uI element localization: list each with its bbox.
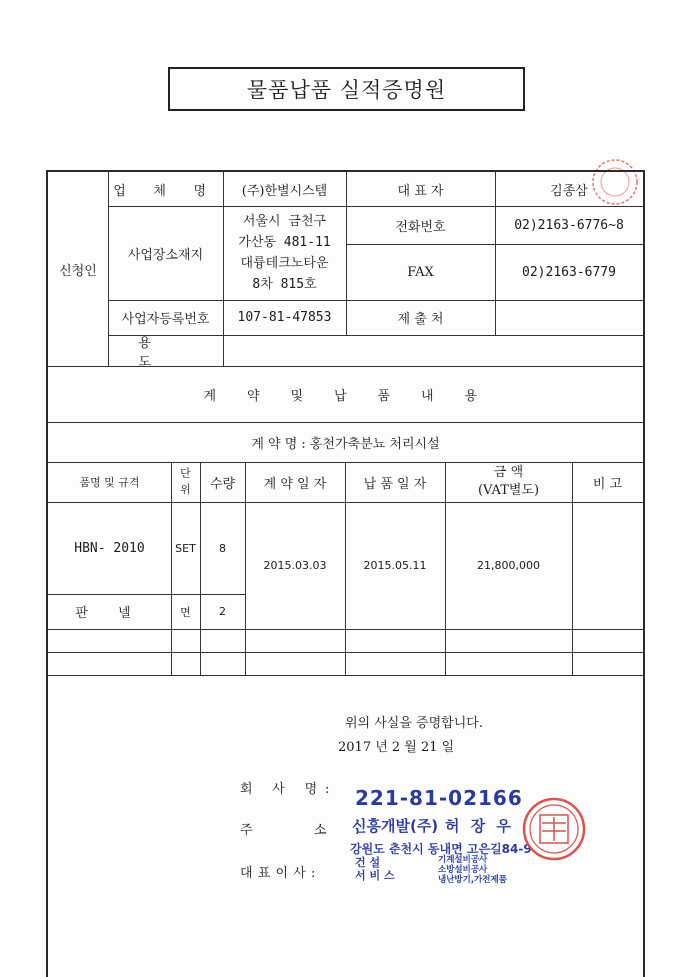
certification-statement: 위의 사실을 증명합니다. [345, 716, 483, 731]
company-name-label: 회 사 명: [240, 782, 338, 797]
stamp-biz-right [438, 855, 523, 885]
row-item: HBN- 2010 [74, 540, 145, 556]
phone-label: 전화번호 [395, 219, 446, 235]
delivery-date-value: 2015.05.11 [363, 559, 427, 572]
row-unit: 면 [180, 605, 191, 619]
row-qty: 8 [219, 541, 226, 555]
address-line: 8차 815호 [252, 277, 317, 292]
regno-label: 사업자등록번호 [121, 312, 210, 327]
row-item: 판 넬 [75, 606, 144, 621]
header-amount-line: 금 액 [493, 465, 524, 480]
row-unit: SET [175, 541, 196, 555]
header-contract-date: 계 약 일 자 [263, 476, 327, 492]
stamp-ceo: 허 장 우 [445, 817, 514, 835]
header-delivery-date: 납 품 일 자 [363, 476, 427, 492]
amount-value: 21,800,000 [477, 559, 540, 572]
header-item: 품명 및 규격 [79, 476, 140, 489]
header-note: 비 고 [592, 476, 623, 492]
representative-value: 김종삼 [550, 183, 588, 199]
regno-value: 107-81-47853 [237, 310, 332, 325]
stamp-biz-right-item: 기계설비공사 [438, 855, 488, 865]
address-label: 사업장소재지 [127, 247, 204, 263]
stamp-biz-left-item: 서 비 스 [355, 869, 395, 882]
company-red-seal [520, 795, 588, 863]
company-value: (주)한별시스템 [241, 183, 328, 199]
fax-value: 02)2163-6779 [522, 264, 616, 280]
contract-section-title: 계 약 및 납 품 내 용 [203, 388, 488, 404]
contract-date-value: 2015.03.03 [263, 559, 327, 572]
stamp-biz-right-item: 냉난방기,가전제품 [438, 875, 507, 885]
header-amount-vat: (VAT별도) [477, 483, 540, 498]
address-line: 서울시 금천구 [242, 214, 327, 229]
purpose-label: 용 도 [138, 335, 193, 370]
header-unit: 단위 [180, 467, 191, 496]
submit-to-label: 제 출 처 [397, 312, 444, 327]
address-line: 대륭테크노타운 [240, 256, 329, 271]
company-label: 업 체 명 [113, 183, 218, 199]
stamp-biz-right-item: 소방설비공사 [438, 865, 488, 875]
row-qty: 2 [219, 605, 226, 618]
stamp-company: 신흥개발(주) [352, 817, 439, 835]
certification-date: 2017 년 2 월 21 일 [338, 740, 455, 755]
title-text: 물품납품 실적증명원 [246, 78, 447, 102]
fax-label: FAX [407, 264, 434, 280]
phone-value: 02)2163-6776~8 [514, 217, 624, 233]
address-line: 가산동 481-11 [238, 235, 331, 250]
address-value [223, 206, 346, 300]
header-amount [445, 462, 572, 502]
representative-label: 대 표 자 [397, 183, 444, 199]
stamp-biz-left-item: 건 설 [355, 856, 381, 869]
ceo-label: 대표이사: [240, 866, 321, 881]
stamp-address: 강원도 춘천시 동내면 고은길84-9 [350, 842, 532, 856]
applicant-label: 신청인 [59, 263, 97, 279]
stamp-biz-left [355, 856, 425, 882]
header-qty: 수량 [209, 476, 236, 492]
stamp-regno: 221-81-02166 [355, 786, 523, 810]
document-title [168, 67, 525, 111]
contract-name: 계 약 명 : 홍천가축분뇨 처리시설 [251, 436, 440, 452]
address-label-bottom: 주 소: [240, 823, 389, 838]
